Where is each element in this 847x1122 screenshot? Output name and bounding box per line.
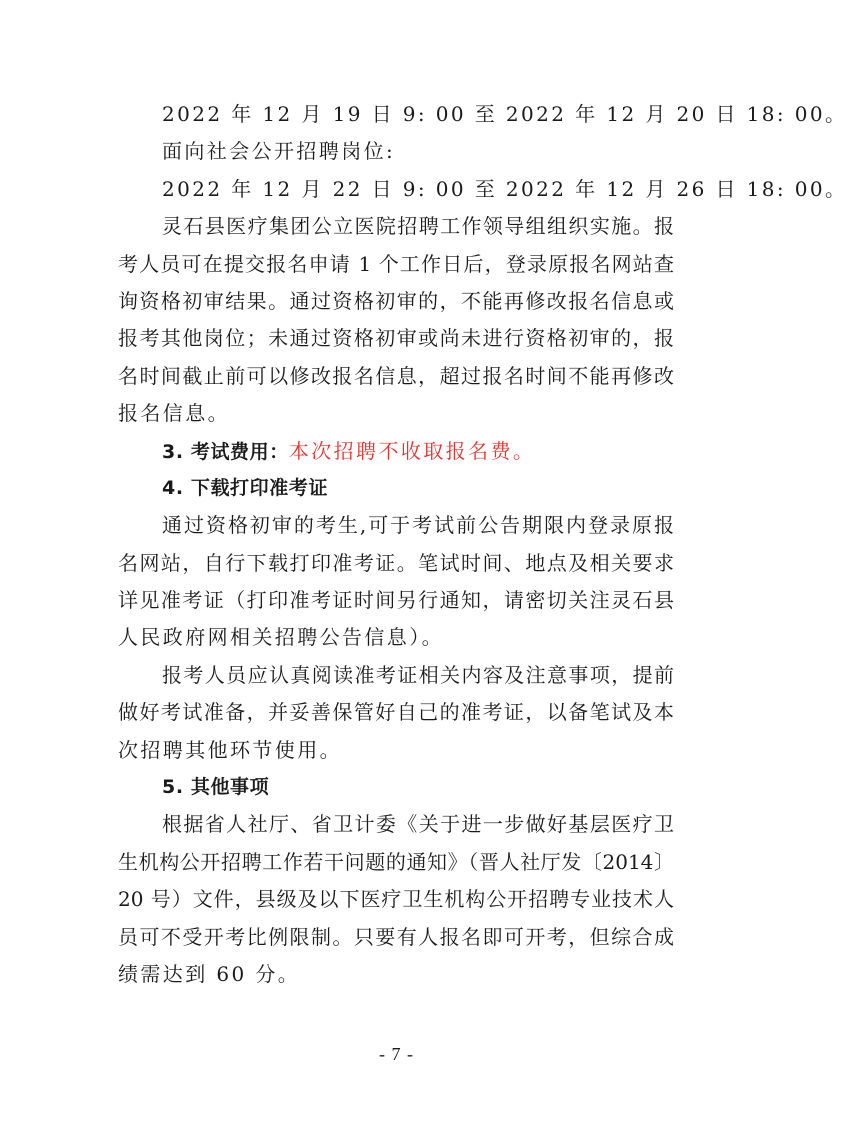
paragraph-line: 通过资格初审的考生,可于考试前公告期限内登录原报 [162,513,674,538]
section-heading-label: 3. 考试费用： [162,440,289,463]
paragraph-line: 做好考试准备，并妥善保管好自己的准考证，以备笔试及本 [118,700,674,725]
section-heading-other-matters: 5. 其他事项 [162,776,270,799]
paragraph-line: 名网站，自行下载打印准考证。笔试时间、地点及相关要求 [118,550,674,575]
paragraph-line: 详见准考证（打印准考证时间另行通知，请密切关注灵石县 [118,588,674,613]
paragraph-line: 生机构公开招聘工作若干问题的通知》（晋人社厅发〔2014〕 [118,849,674,874]
time-range-line-2: 2022 年 12 月 22 日 9: 00 至 2022 年 12 月 26 日 18: 00。 [162,176,847,201]
paragraph-line: 绩需达到 60 分。 [118,961,301,986]
paragraph-line: 询资格初审结果。通过资格初审的，不能再修改报名信息或 [118,288,674,313]
paragraph-line: 名时间截止前可以修改报名信息，超过报名时间不能再修改 [118,363,674,388]
paragraph-line: 20 号）文件，县级及以下医疗卫生机构公开招聘专业技术人 [118,887,674,912]
section-heading-admission-ticket: 4. 下载打印准考证 [162,476,329,499]
paragraph-line: 考人员可在提交报名申请 1 个工作日后，登录原报名网站查 [118,251,674,276]
section-heading-exam-fee [118,433,674,470]
paragraph-line: 次招聘其他环节使用。 [118,737,342,762]
time-range-line-1: 2022 年 12 月 19 日 9: 00 至 2022 年 12 月 20 日 18: 00。 [162,102,847,126]
document-body [118,96,847,993]
paragraph-line: 灵石县医疗集团公立医院招聘工作领导组组织实施。报 [162,214,674,239]
paragraph-line: 报考人员应认真阅读准考证相关内容及注意事项，提前 [162,662,674,687]
paragraph-line: 报名信息。 [118,401,230,426]
paragraph-line: 报考其他岗位；未通过资格初审或尚未进行资格初审的，报 [118,326,674,351]
exam-fee-note: 本次招聘不收取报名费。 [288,438,536,463]
public-positions-label: 面向社会公开招聘岗位: [162,139,396,164]
paragraph-line: 人民政府网相关招聘公告信息）。 [118,625,444,650]
page-number: - 7 - [379,1044,414,1064]
paragraph-line: 员可不受开考比例限制。只要有人报名即可开考，但综合成 [118,924,674,949]
paragraph-line: 根据省人社厅、省卫计委《关于进一步做好基层医疗卫 [162,812,674,837]
